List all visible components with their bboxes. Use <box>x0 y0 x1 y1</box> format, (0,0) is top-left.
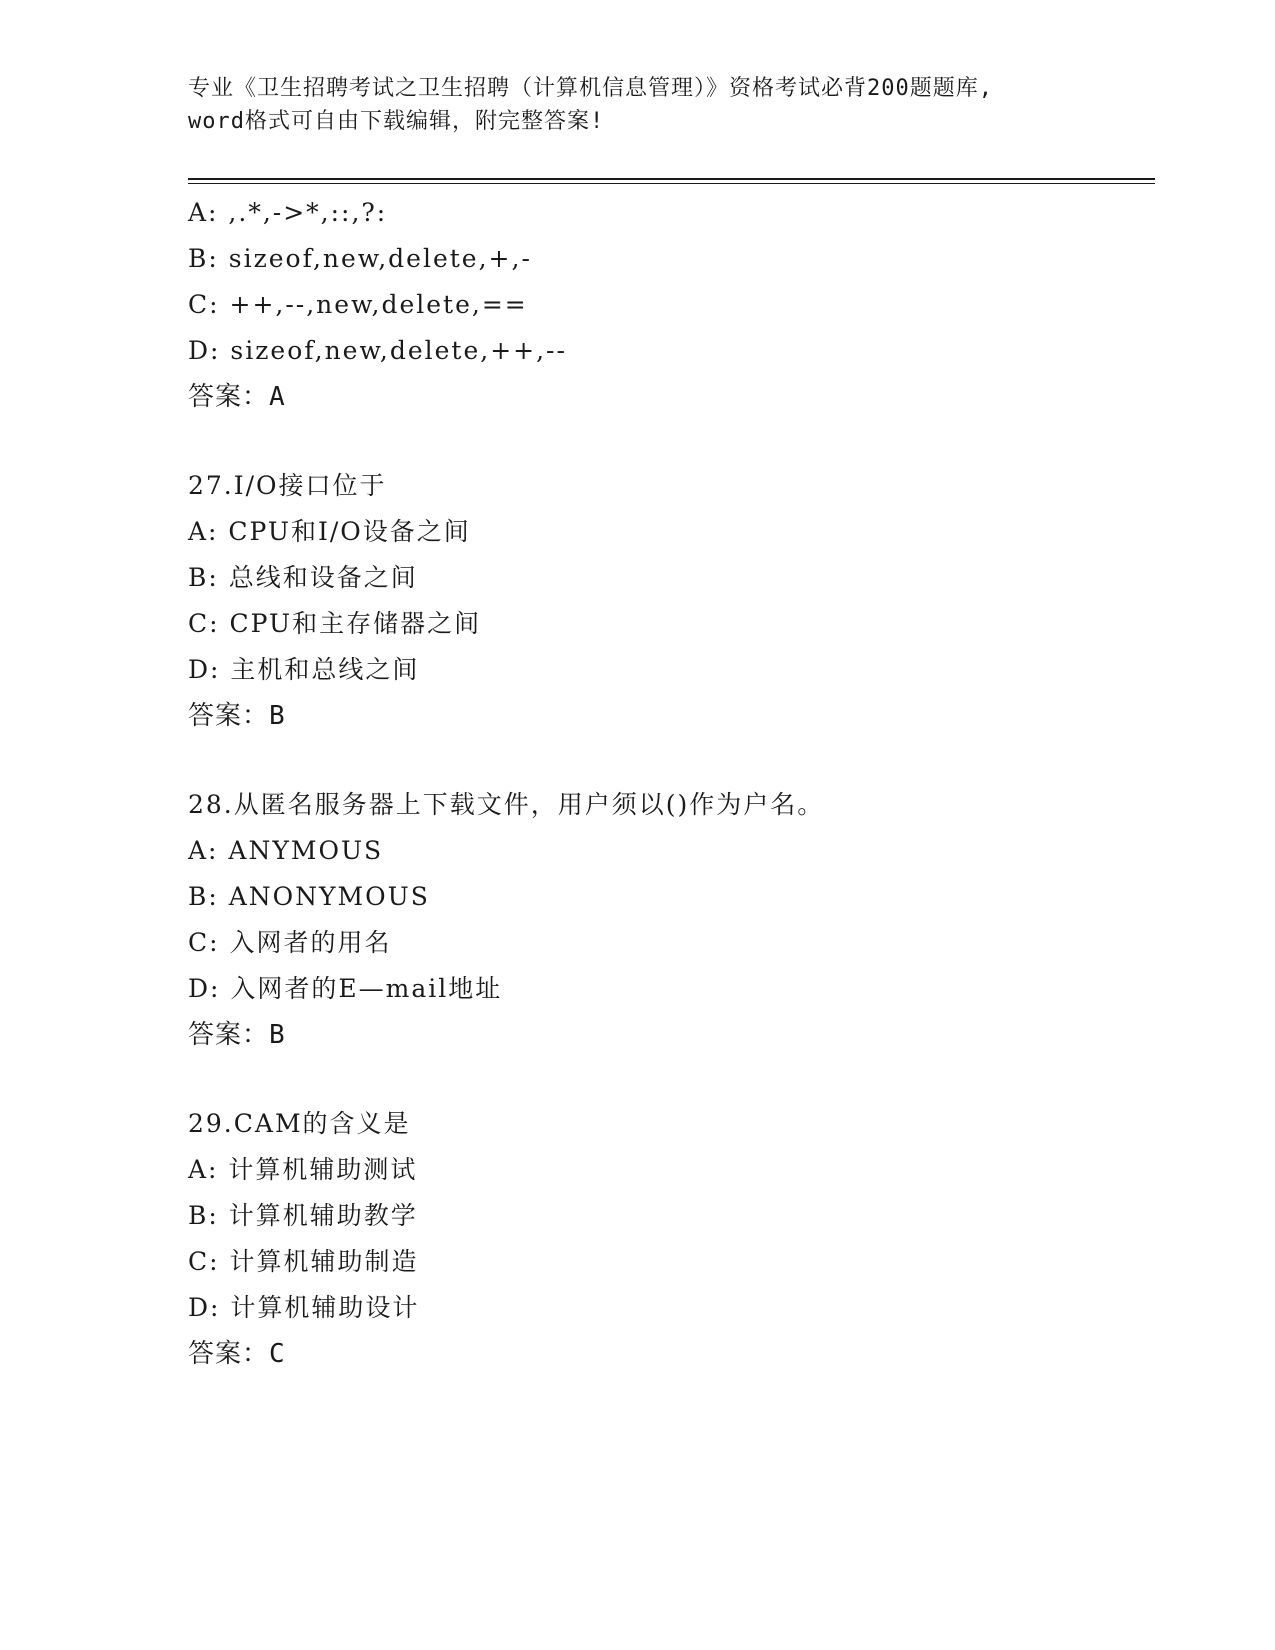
question-27 <box>188 463 1148 739</box>
header-divider-thin <box>188 183 1155 184</box>
option-b: B: sizeof,new,delete,+,- <box>188 244 532 273</box>
question-text: 29.CAM的含义是 <box>188 1109 411 1138</box>
option-c: C: 计算机辅助制造 <box>188 1247 419 1276</box>
option-c: C: ++,--,new,delete,== <box>188 290 528 319</box>
option-a: A: 计算机辅助测试 <box>188 1155 418 1184</box>
answer: 答案：B <box>188 1020 286 1050</box>
option-a: A: CPU和I/O设备之间 <box>188 517 471 546</box>
option-d: D: 入网者的E—mail地址 <box>188 974 503 1003</box>
option-a: A: ,.*,->*,::,?: <box>188 198 388 227</box>
question-text: 28.从匿名服务器上下载文件，用户须以()作为户名。 <box>188 790 825 819</box>
question-28 <box>188 782 1148 1058</box>
option-b: B: 总线和设备之间 <box>188 563 418 592</box>
option-b: B: 计算机辅助教学 <box>188 1201 418 1230</box>
header-title-line-2: word格式可自由下载编辑，附完整答案! <box>188 109 605 134</box>
option-b: B: ANONYMOUS <box>188 882 430 911</box>
option-c: C: 入网者的用名 <box>188 928 392 957</box>
document-header <box>188 72 1088 138</box>
option-d: D: sizeof,new,delete,++,-- <box>188 336 567 365</box>
question-list <box>188 190 1148 1377</box>
option-d: D: 主机和总线之间 <box>188 655 420 684</box>
answer: 答案：C <box>188 1339 286 1369</box>
header-divider-thick <box>188 178 1155 180</box>
question-text: 27.I/O接口位于 <box>188 471 387 500</box>
option-a: A: ANYMOUS <box>188 836 384 865</box>
answer: 答案：A <box>188 382 286 412</box>
header-title-line-1: 专业《卫生招聘考试之卫生招聘（计算机信息管理）》资格考试必背200题题库, <box>188 76 993 101</box>
answer: 答案：B <box>188 701 286 731</box>
option-c: C: CPU和主存储器之间 <box>188 609 482 638</box>
question-26-tail <box>188 190 1148 420</box>
option-d: D: 计算机辅助设计 <box>188 1293 420 1322</box>
question-29 <box>188 1101 1148 1377</box>
